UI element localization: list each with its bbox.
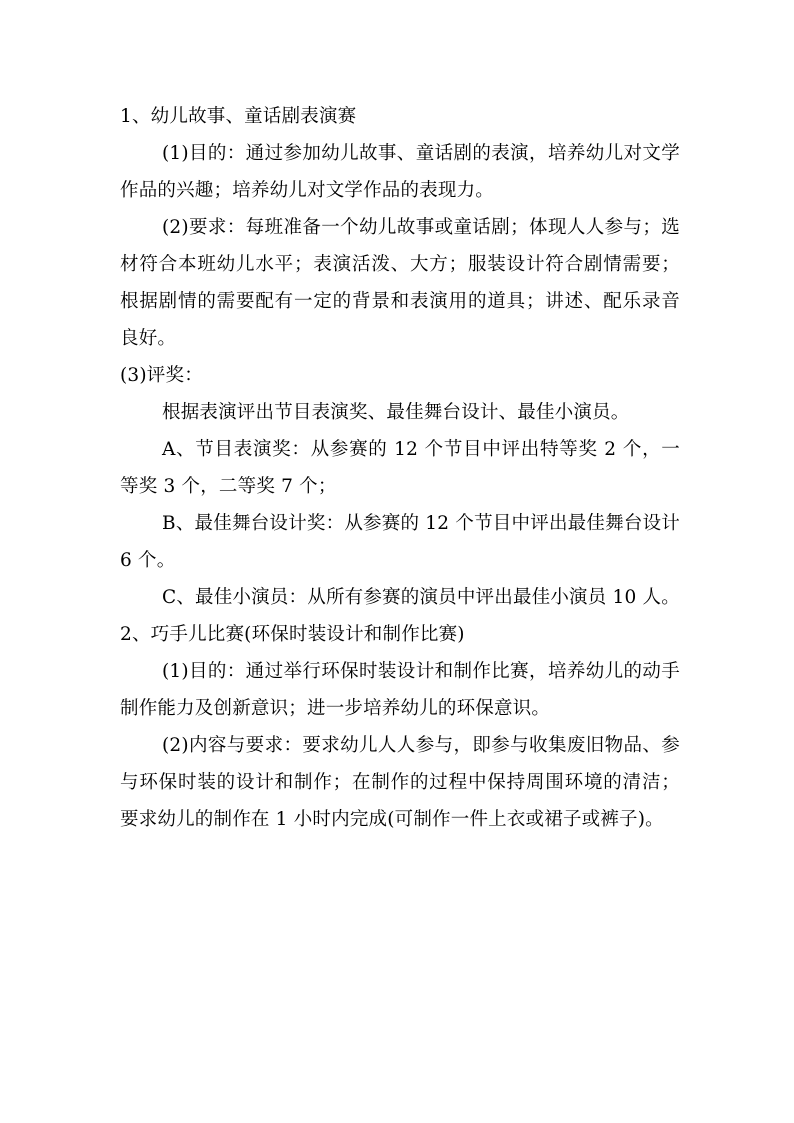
paragraph-purpose-1: (1)目的：通过参加幼儿故事、童话剧的表演，培养幼儿对文学作品的兴趣；培养幼儿对文学作品的表现力。	[120, 143, 680, 201]
section-heading-2: 2、巧手儿比赛(环保时装设计和制作比赛)	[120, 624, 465, 645]
paragraph-requirements-1: (2)要求：每班准备一个幼儿故事或童话剧；体现人人参与；选材符合本班幼儿水平；表演活泼、大方；服装设计符合剧情需要；根据剧情的需要配有一定的背景和表演用的道具；讲述、配乐录音良好。	[120, 217, 680, 349]
paragraph-awards-intro: 根据表演评出节目表演奖、最佳舞台设计、最佳小演员。	[162, 402, 630, 423]
document-body	[120, 98, 680, 838]
section-heading-1: 1、幼儿故事、童话剧表演赛	[120, 106, 357, 127]
paragraph-awards-heading: (3)评奖：	[120, 365, 203, 386]
paragraph-requirements-2: (2)内容与要求：要求幼儿人人参与，即参与收集废旧物品、参与环保时装的设计和制作；在制作的过程中保持周围环境的清洁；要求幼儿的制作在 1 小时内完成(可制作一件上衣或裙子或裤子)。	[120, 735, 680, 830]
paragraph-purpose-2: (1)目的：通过举行环保时装设计和制作比赛，培养幼儿的动手制作能力及创新意识；进一步培养幼儿的环保意识。	[120, 661, 680, 719]
paragraph-award-a: A、节目表演奖：从参赛的 12 个节目中评出特等奖 2 个，一等奖 3 个，二等奖 7 个；	[120, 439, 680, 497]
paragraph-award-b: B、最佳舞台设计奖：从参赛的 12 个节目中评出最佳舞台设计 6 个。	[120, 513, 680, 571]
paragraph-award-c: C、最佳小演员：从所有参赛的演员中评出最佳小演员 10 人。	[162, 587, 680, 608]
